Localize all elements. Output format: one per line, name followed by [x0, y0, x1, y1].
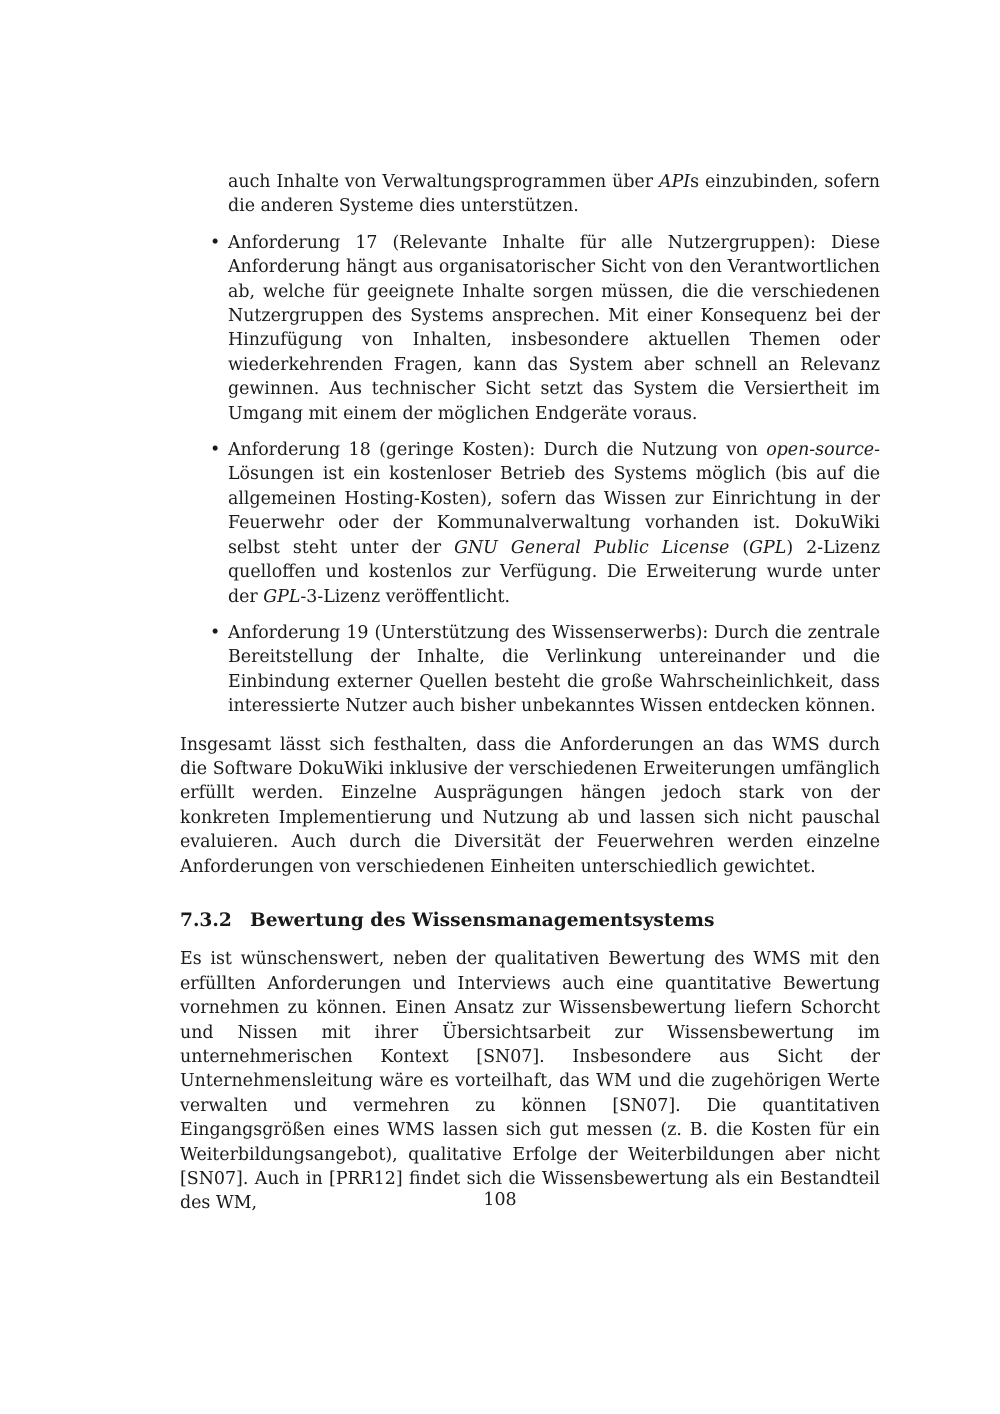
api-term: API: [659, 172, 691, 192]
section-title: Bewertung des Wissensmanagementsystems: [250, 909, 715, 931]
gnu-gpl-term: GNU General Public License: [454, 537, 730, 558]
req-18-text-c: -Lösungen ist ein kostenloser Betrieb des Systems möglich (bis auf die allgemeinen Hosting-Kosten), sofern das Wissen zur Einrichtung in der Feuerwehr oder der Kommunalverwaltung vorhanden ist. DokuWiki selbst steht unter der: [228, 440, 880, 558]
continuation-text-1: auch Inhalte von Verwaltungsprogrammen über: [228, 172, 660, 192]
requirements-list: [180, 231, 880, 719]
req-19-text: Anforderung 19 (Unterstützung des Wissenserwerbs): Durch die zentrale Bereitstellung der Inhalte, die Verlinkung untereinander und die Einbindung externer Quellen besteht die große Wahrscheinlichkeit, dass interessierte Nutzer auch bisher unbekanntes Wissen entdecken können.: [228, 622, 880, 717]
list-item-req-17: [180, 231, 880, 426]
page-body: [180, 170, 880, 1216]
bullet-icon: •: [210, 440, 221, 461]
continuation-paragraph: [180, 170, 880, 219]
page-number: 108: [483, 1190, 517, 1210]
open-source-term: open-source: [766, 440, 875, 461]
gpl-term: GPL: [749, 537, 787, 558]
req-18-text-g: ) 2-Lizenz quelloffen und kostenlos zur Verfügung. Die Erweiterung wurde unter der: [228, 537, 880, 607]
section-heading: [180, 909, 880, 933]
list-item-req-18: [180, 438, 880, 609]
section-body-paragraph: Es ist wünschenswert, neben der qualitativen Bewertung des WMS mit den erfüllten Anforderungen und Interviews auch eine quantitative Bewertung vornehmen zu können. Einen Ansatz zur Wissensbewertung liefern Schorcht und Nissen mit ihrer Übersichtsarbeit zur Wissensbewertung im unternehmerischen Kontext [SN07]. Insbesondere aus Sicht der Unternehmensleitung wäre es vorteilhaft, das WM und die zugehörigen Werte verwalten und vermehren zu können [SN07]. Die quantitativen Eingangsgrößen eines WMS lassen sich gut messen (z. B. die Kosten für ein Weiterbildungsangebot), qualitative Erfolge der Weiterbildungen aber nicht [SN07]. Auch in [PRR12] findet sich die Wissensbewertung als ein Bestandteil des WM,: [180, 949, 880, 1214]
bullet-icon: •: [210, 622, 221, 643]
req-17-text: Anforderung 17 (Relevante Inhalte für alle Nutzergruppen): Diese Anforderung hängt aus organisatorischer Sicht von den Verantwortlichen ab, welche für geeignete Inhalte sorgen müssen, die die verschiedenen Nutzergruppen des Systems ansprechen. Mit einer Konsequenz bei der Hinzufügung von Inhalten, insbesondere aktuellen Themen oder wiederkehrenden Fragen, kann das System aber schnell an Relevanz gewinnen. Aus technischer Sicht setzt das System die Versiertheit im Umgang mit einem der möglichen Endgeräte voraus.: [228, 232, 880, 424]
req-18-text-i: -3-Lizenz veröffentlicht.: [300, 586, 511, 607]
req-18-text-e: (: [729, 537, 750, 558]
continuation-text-2: s einzubinden, sofern die anderen Systeme dies unterstützen.: [228, 172, 881, 217]
list-item-req-19: [180, 621, 880, 719]
summary-paragraph: Insgesamt lässt sich festhalten, dass die Anforderungen an das WMS durch die Software DokuWiki inklusive der verschiedenen Erweiterungen umfänglich erfüllt werden. Einzelne Ausprägungen hängen jedoch stark von der konkreten Implementierung und Nutzung ab und lassen sich nicht pauschal evaluieren. Auch durch die Diversität der Feuerwehren werden einzelne Anforderungen von verschiedenen Einheiten unterschiedlich gewichtet.: [180, 734, 880, 877]
req-18-text-a: Anforderung 18 (geringe Kosten): Durch die Nutzung von: [228, 440, 767, 461]
bullet-icon: •: [210, 232, 221, 253]
section-number: 7.3.2: [180, 909, 232, 931]
gpl-term-2: GPL: [263, 586, 301, 607]
